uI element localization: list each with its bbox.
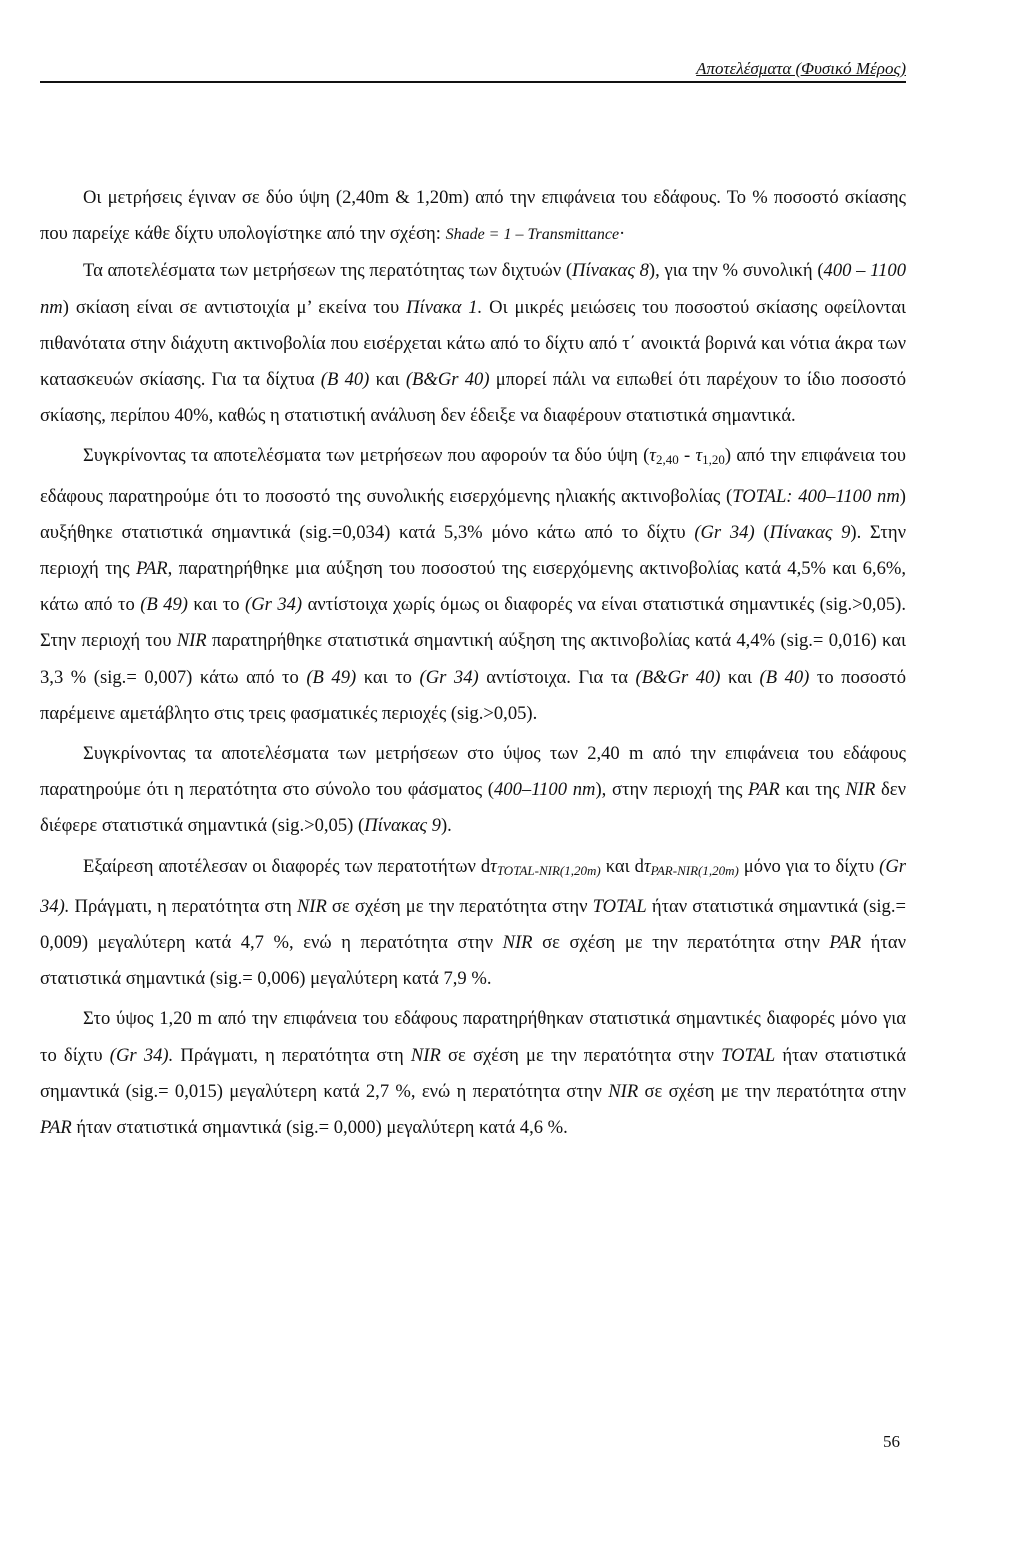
text-run: το ποσοστό παρέμεινε αμετάβλητο στις τρεις φασματικές περιοχές (sig.>0,05).: [40, 666, 907, 724]
net-label: (Gr 34): [694, 521, 755, 543]
subscript: TOTAL-NIR(1,20m): [496, 862, 601, 878]
text-run: και: [720, 666, 760, 688]
spectral-label: NIR: [410, 1044, 441, 1066]
subscript: 1,20: [702, 452, 725, 468]
spectral-label: PAR: [748, 779, 780, 801]
spectral-label: NIR: [845, 779, 876, 801]
text-run: και το: [187, 594, 246, 616]
wavelength-range: 400–1100 nm: [494, 779, 596, 801]
text-run: Πράγματι, η περατότητα στη: [173, 1044, 411, 1066]
text-run: σε σχέση με την περατότητα στην: [326, 895, 593, 917]
net-label: (B 49): [306, 666, 357, 688]
text-run: σε σχέση με την περατότητα στην: [440, 1044, 722, 1066]
text-run: Τα αποτελέσματα των μετρήσεων της περατότητας των διχτυών (: [83, 260, 573, 282]
text-run: ·: [619, 223, 626, 245]
text-run: Συγκρίνοντας τα αποτελέσματα των μετρήσεων στο ύψος των 2,40 m από την επιφάνεια του εδάφους παρατηρούμε ότι η περατότητα στο σύνολο του φάσματος (: [40, 743, 906, 801]
table-reference: Πίνακας 9: [364, 815, 441, 837]
text-run: Πράγματι, η περατότητα στη: [69, 895, 297, 917]
spectral-label: TOTAL: [721, 1044, 776, 1066]
text-run: και της: [779, 779, 846, 801]
net-label: (B 49): [140, 594, 188, 616]
text-run: Στο ύψος 1,20 m από την επιφάνεια του εδάφους παρατηρήθηκαν στατιστικά σημαντικές διαφορές μόνο για το δίχτυ: [40, 1008, 906, 1066]
text-run: και: [369, 369, 406, 391]
running-title: Αποτελέσματα (Φυσικό Μέρος): [696, 59, 906, 78]
paragraph-height-120: [40, 1001, 906, 1146]
spectral-label: NIR: [608, 1080, 639, 1102]
text-run: , παρατηρήθηκε μια αύξηση του ποσοστού της εισερχόμενης ακτινοβολίας κατά 4,5% και 6,6%, κάτω από το: [40, 558, 907, 616]
text-run: σε σχέση με την περατότητα στην: [532, 932, 830, 954]
spectral-label: PAR: [829, 932, 862, 954]
spectral-label: PAR: [135, 558, 168, 580]
net-label: (B 40): [320, 369, 370, 391]
text-run: παρατηρήθηκε στατιστικά σημαντική αύξηση της ακτινοβολίας κατά 4,4% (sig.= 0,016) και 3,3 % (sig.= 0,007) κάτω από το: [40, 630, 906, 688]
running-header: [40, 58, 906, 83]
paragraph-measurements: [40, 180, 906, 253]
page-number: 56: [883, 1432, 900, 1451]
net-label: (B 40): [759, 666, 810, 688]
text-run: και d: [600, 855, 644, 877]
text-run: (: [754, 521, 770, 543]
table-reference: Πίνακα 1.: [406, 296, 483, 318]
text-run: μόνο για το δίχτυ: [738, 855, 880, 877]
paragraph-height-comparison: [40, 438, 906, 732]
spectral-label: NIR: [296, 895, 327, 917]
shade-formula: Shade = 1 – Transmittance: [445, 226, 620, 244]
text-run: ήταν στατιστικά σημαντικά (sig.= 0,009) μεγαλύτερη κατά 4,7 %, ενώ η περατότητα στην: [40, 895, 906, 954]
spectral-range: TOTAL: 400–1100 nm: [732, 485, 900, 507]
net-label: (Gr 34): [419, 666, 479, 688]
tau-symbol: τ: [649, 445, 656, 467]
net-label: (B&Gr 40): [635, 666, 721, 688]
net-label: (Gr 34): [245, 594, 303, 616]
tau-symbol: τ: [695, 445, 703, 467]
text-run: ), για την % συνολική (: [648, 260, 824, 282]
paragraph-net-transmittance: [40, 253, 906, 434]
net-label: (B&Gr 40): [405, 369, 490, 391]
tau-symbol: τ: [490, 855, 497, 877]
text-run: δεν διέφερε στατιστικά σημαντικά (sig.>0,05) (: [40, 779, 907, 837]
text-run: Εξαίρεση αποτέλεσαν οι διαφορές των περατοτήτων d: [83, 855, 491, 877]
subscript: PAR-NIR(1,20m): [650, 862, 739, 878]
paragraph-exception: [40, 849, 906, 998]
text-run: αντίστοιχα. Για τα: [478, 666, 636, 688]
text-run: -: [678, 445, 696, 467]
text-run: Συγκρίνοντας τα αποτελέσματα των μετρήσεων που αφορούν τα δύο ύψη (: [83, 445, 650, 467]
text-run: αντίστοιχα χωρίς όμως οι διαφορές να είναι στατιστικά σημαντικές (sig.>0,05). Στην περιοχή του: [40, 594, 906, 652]
text-run: και το: [356, 666, 420, 688]
text-run: ήταν στατιστικά σημαντικά (sig.= 0,015) μεγαλύτερη κατά 2,7 %, ενώ η περατότητα στην: [40, 1044, 906, 1102]
text-run: ).: [440, 815, 452, 837]
text-run: Οι μετρήσεις έγιναν σε δύο ύψη (2,40m & 1,20m) από την επιφάνεια του εδάφους. Το % ποσοστό σκίασης που παρείχε κάθε δίχτυ υπολογίστηκε από την σχέση:: [40, 187, 906, 245]
net-label: (Gr 34).: [109, 1044, 174, 1066]
text-run: ) σκίαση είναι σε αντιστοιχία μ’ εκείνα του: [62, 296, 407, 318]
text-run: μπορεί πάλι να ειπωθεί ότι παρέχουν το ίδιο ποσοστό σκίασης, περίπου 40%, καθώς η στατιστική ανάλυση δεν έδειξε να διαφέρουν στατιστικά σημαντικά.: [40, 369, 906, 427]
text-run: ) αυξήθηκε στατιστικά σημαντικά (sig.=0,034) κατά 5,3% μόνο κάτω από το δίχτυ: [40, 485, 906, 543]
text-run: Οι μικρές μειώσεις του ποσοστού σκίασης οφείλονται πιθανότατα στην διάχυτη ακτινοβολία που εισέρχεται κάτω από το δίχτυ από τ΄ ανοικτά βορινά και νότια άκρα των κατασκευών σκίασης. Για τα δίχτυα: [40, 296, 906, 391]
table-reference: Πίνακας 8: [572, 260, 649, 282]
document-body: [40, 180, 906, 1146]
tau-symbol: τ: [643, 855, 651, 877]
spectral-label: PAR: [40, 1117, 72, 1139]
text-run: ήταν στατιστικά σημαντικά (sig.= 0,000) μεγαλύτερη κατά 4,6 %.: [71, 1117, 568, 1139]
spectral-label: NIR: [502, 932, 533, 954]
spectral-label: TOTAL: [592, 895, 647, 917]
wavelength-range: 400 – 1100 nm: [40, 260, 906, 318]
table-reference: Πίνακας 9: [769, 521, 851, 543]
paragraph-height-240: [40, 736, 906, 845]
text-run: σε σχέση με την περατότητα στην: [638, 1080, 906, 1102]
net-label: (Gr 34).: [40, 855, 907, 917]
text-run: ) από την επιφάνεια του εδάφους παρατηρούμε ότι το ποσοστό της συνολικής εισερχόμενης ηλιακής ακτινοβολίας (: [40, 445, 906, 507]
text-run: ). Στην περιοχή της: [40, 521, 906, 580]
subscript: 2,40: [655, 452, 679, 468]
text-run: ήταν στατιστικά σημαντικά (sig.= 0,006) μεγαλύτερη κατά 7,9 %.: [40, 932, 906, 990]
text-run: ), στην περιοχή της: [595, 779, 749, 801]
spectral-label: NIR: [176, 630, 207, 652]
